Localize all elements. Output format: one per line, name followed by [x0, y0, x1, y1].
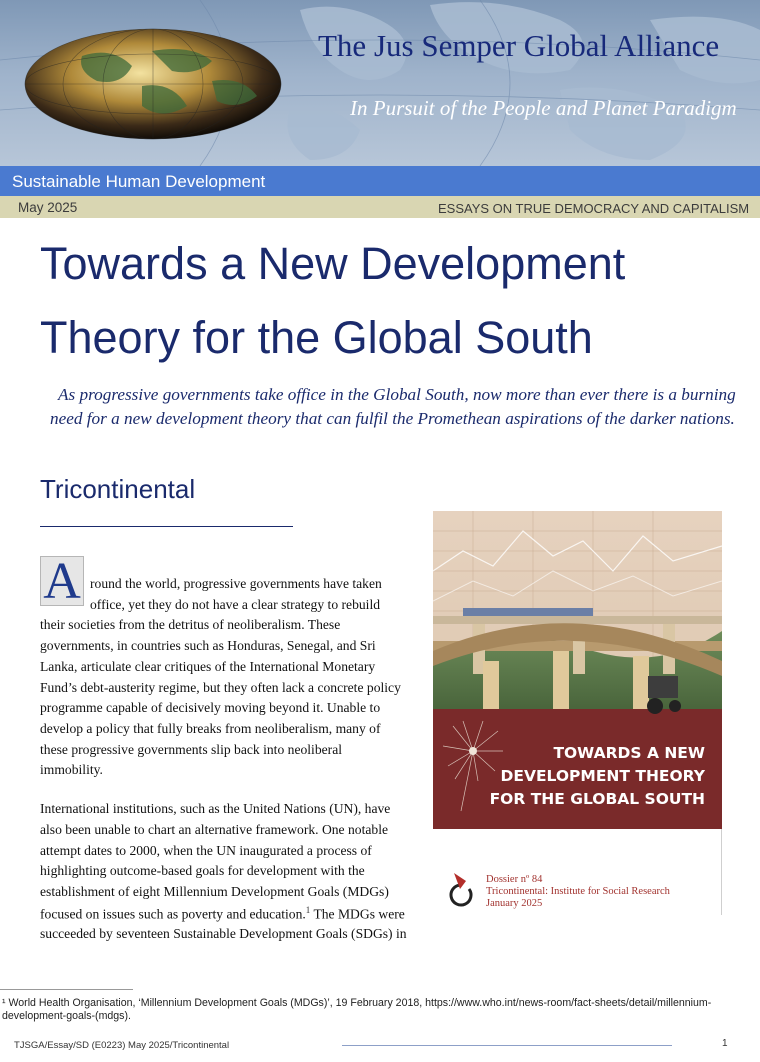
cover-title-line: TOWARDS A NEW	[553, 744, 705, 762]
dossier-number: Dossier nº 84	[486, 874, 543, 885]
subtitle-line-2: need for a new development theory that can fulfil the Promethean aspirations of the darker nations.	[50, 409, 735, 428]
body-line: International institutions, such as the United Nations (UN), have	[40, 801, 391, 816]
page-title-line-1: Towards a New Development	[40, 238, 626, 289]
section-label: Sustainable Human Development	[12, 172, 266, 191]
footer-reference: TJSGA/Essay/SD (E0223) May 2025/Tricontinental	[14, 1040, 230, 1051]
body-line: governments, in countries such as Honduras, Senegal, and Sri	[40, 638, 376, 653]
dossier-institute: Tricontinental: Institute for Social Research	[486, 886, 670, 897]
body-line: office, yet they do not have a clear strategy to rebuild	[90, 597, 381, 612]
body-line: Fund’s debt-austerity regime, but they often lack a concrete policy	[40, 680, 401, 695]
cover-title-line: DEVELOPMENT THEORY	[500, 767, 705, 785]
footnote-text: ¹ World Health Organisation, ‘Millennium Development Goals (MDGs)’, 19 February 2018, https://www.who.int/news-room/fact-sheets/detail/millennium-	[2, 997, 712, 1009]
body-line: these progressive governments slip back into neoliberal	[40, 742, 343, 757]
author-name: Tricontinental	[40, 474, 196, 504]
organization-tagline: In Pursuit of the People and Planet Paradigm	[350, 96, 737, 120]
drop-cap: A	[40, 556, 84, 606]
page-title-line-2: Theory for the Global South	[40, 312, 593, 363]
body-line: develop a policy that fully breaks from neoliberalism, many of	[40, 721, 381, 736]
footnote-reference[interactable]: 1	[305, 905, 311, 915]
body-line: establishment of eight Millennium Development Goals (MDGs)	[40, 884, 389, 899]
body-line	[40, 905, 405, 923]
body-line: highlighting outcome-based goals for development with the	[40, 863, 365, 878]
body-line: Lanka, articulate clear critiques of the International Monetary	[40, 659, 376, 674]
cover-divider	[721, 829, 722, 915]
body-line: succeeded by seventeen Sustainable Development Goals (SDGs) in	[40, 926, 407, 941]
body-line: programme capable of decisively moving beyond it. Unable to	[40, 700, 381, 715]
cover-title-line: FOR THE GLOBAL SOUTH	[489, 790, 705, 808]
body-line: round the world, progressive governments have taken	[90, 576, 382, 591]
subtitle-line-1: As progressive governments take office in the Global South, now more than ever there is a burning	[58, 385, 736, 404]
body-line: also been unable to chart an alternative framework. One notable	[40, 822, 389, 837]
page-number: 1	[722, 1038, 728, 1049]
footnote-text: development-goals-(mdgs).	[2, 1010, 131, 1022]
issue-date: May 2025	[18, 200, 78, 215]
series-label: ESSAYS ON TRUE DEMOCRACY AND CAPITALISM	[438, 201, 750, 216]
dossier-date: January 2025	[486, 898, 543, 909]
globe-logo-icon	[22, 26, 284, 142]
tricontinental-logo-icon	[446, 871, 476, 907]
footer-divider	[342, 1045, 672, 1046]
body-line: attempt dates to 2000, when the UN inaugurated a process of	[40, 843, 372, 858]
footnote-divider	[0, 989, 133, 990]
author-underline	[40, 526, 293, 527]
body-line: immobility.	[40, 762, 103, 777]
header-banner	[0, 0, 760, 166]
body-text: focused on issues such as poverty and education.	[40, 906, 306, 922]
organization-title: The Jus Semper Global Alliance	[318, 28, 720, 63]
body-line: their societies from the detritus of neoliberalism. These	[40, 617, 341, 632]
body-text: The MDGs were	[313, 906, 405, 922]
